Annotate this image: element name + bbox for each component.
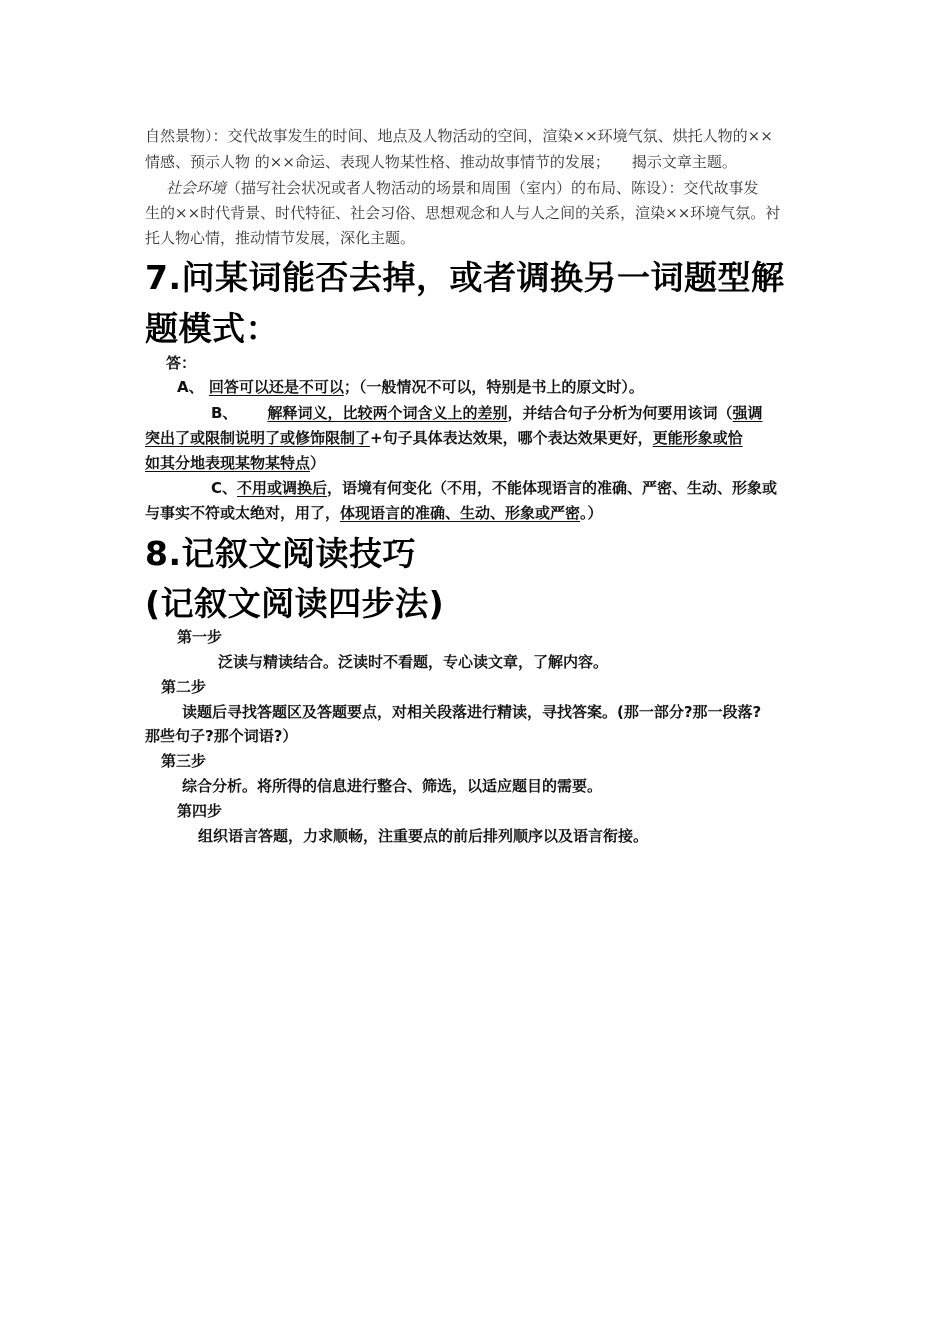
- answer-b-line-3-underlined: 如其分地表现某物某特点: [145, 454, 311, 472]
- answer-b-prefix: B、: [211, 404, 238, 422]
- intro-line-1-text: 自然景物）：交代故事发生的时间、地点及人物活动的空间，渲染××环境气氛、烘托人物的××: [145, 127, 773, 145]
- intro-line-2-text-a: 情感、预示人物 的××命运、表现人物某性格、推动故事情节的发展；: [145, 153, 610, 171]
- intro-line-3: [166, 177, 759, 198]
- step-3-label: 第三步: [161, 752, 207, 770]
- step-4-text: 组织语言答题，力求顺畅，注重要点的前后排列顺序以及语言衔接。: [198, 827, 649, 845]
- answer-c-line-2-end: 。）: [580, 504, 603, 522]
- step-2-text-line-1: 读题后寻找答题区及答题要点，对相关段落进行精读，寻找答案。(那一部分?那一段落?: [182, 703, 762, 721]
- answer-c-line-2-rest: 与事实不符或太绝对，用了，: [145, 504, 341, 522]
- intro-line-4: [145, 202, 780, 223]
- answer-c-line-1: [211, 477, 777, 498]
- intro-line-5: [145, 227, 415, 248]
- intro-line-5-text: 托人物心情，推动情节发展，深化主题。: [145, 229, 416, 247]
- answer-c-prefix: C、: [211, 479, 238, 497]
- intro-line-1: [145, 125, 773, 146]
- section-7-heading-line-1: 7.问某词能否去掉，或者调换另一词题型解: [145, 258, 785, 297]
- intro-line-3-text: （描写社会状况或者人物活动的场景和周围（室内）的布局、陈设）：交代故事发: [226, 179, 759, 197]
- answer-b-line-3: [145, 452, 325, 473]
- answer-b-line-2-underlined-2: 更能形象或恰: [652, 429, 743, 447]
- answer-b-line-2-underlined: 突出了或限制说明了或修饰限制了: [145, 429, 371, 447]
- answer-c-rest: ，语境有何变化（不用，不能体现语言的准确、严密、生动、形象或: [327, 479, 778, 497]
- section-8-heading-line-1: 8.记叙文阅读技巧: [145, 534, 416, 573]
- answer-b-underlined-2: 强调: [732, 404, 763, 422]
- answer-b-underlined: 解释词义，比较两个词含义上的差别: [267, 404, 508, 422]
- answer-c-underlined: 不用或调换后: [237, 479, 328, 497]
- social-environment-term: 社会环境: [166, 179, 227, 197]
- answer-a-prefix: A、: [177, 378, 204, 396]
- step-3-text: 综合分析。将所得的信息进行整合、筛选，以适应题目的需要。: [182, 777, 603, 795]
- step-2-text-line-2: 那些句子?那个词语?）: [145, 727, 298, 745]
- step-4-label: 第四步: [177, 802, 223, 820]
- answer-b-line-1: [211, 402, 762, 423]
- answer-a: [177, 376, 644, 397]
- step-2-label: 第二步: [161, 678, 207, 696]
- answer-a-underlined: 回答可以还是不可以: [208, 378, 344, 396]
- step-1-text: 泛读与精读结合。泛读时不看题，专心读文章，了解内容。: [218, 653, 609, 671]
- section-7-heading-line-2: 题模式：: [145, 309, 279, 348]
- section-8-heading-line-2: (记叙文阅读四步法): [145, 584, 445, 623]
- intro-line-4-text: 生的××时代背景、时代特征、社会习俗、思想观念和人与人之间的关系，渲染××环境气氛。衬: [145, 204, 781, 222]
- answer-b-line-2: [145, 427, 743, 448]
- intro-line-2-text-b: 揭示文章主题。: [631, 153, 737, 171]
- answer-label: 答：: [166, 354, 197, 372]
- intro-line-2: [145, 151, 737, 172]
- step-1-label: 第一步: [177, 628, 223, 646]
- answer-a-rest: ；（一般情况不可以，特别是书上的原文时）。: [343, 378, 644, 396]
- answer-c-line-2: [145, 502, 603, 523]
- answer-b-line-2-rest: +句子具体表达效果，哪个表达效果更好，: [370, 429, 653, 447]
- answer-c-line-2-underlined: 体现语言的准确、生动、形象或严密: [340, 504, 581, 522]
- answer-b-line-3-rest: ）: [310, 454, 326, 472]
- answer-b-rest-1: ，并结合句子分析为何要用该词（: [507, 404, 733, 422]
